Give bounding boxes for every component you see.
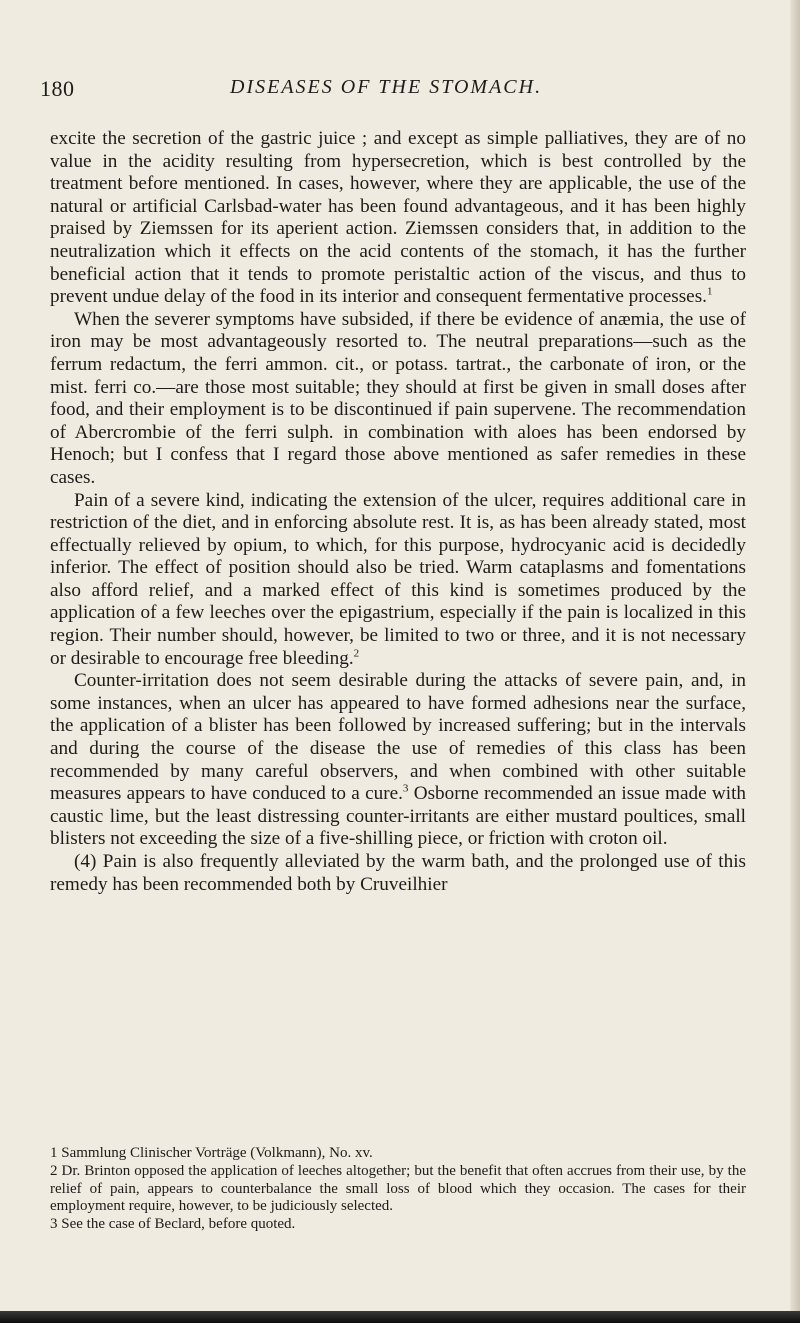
running-header: [40, 76, 752, 104]
footnote-ref-2: 2: [353, 647, 360, 660]
scan-bottom-edge: [0, 1311, 800, 1323]
running-title: DISEASES OF THE STOMACH.: [230, 76, 543, 98]
page-edge-shadow: [790, 0, 800, 1323]
paragraph-counter-irritation: Counter-irritation does not seem desirable during the attacks of severe pain, and, in some instances, when an ulcer has appeared to have formed adhesions near the surface, the application of a blister has been followed by increased suffering; but in the intervals and during the course of the disease the use of remedies of this class has been recommended by many careful observers, and when combined with other suitable measures appears to have conduced to a cure.$^3$ Osborne recommended an issue made with caustic lime, but the least distressing counter-irritants are either mustard poultices, small blisters not exceeding the size of a five-shilling piece, or friction with croton oil.: [50, 670, 746, 850]
footnote-1: 1 Sammlung Clinischer Vorträge (Volkmann), No. xv.: [50, 1145, 373, 1161]
footnotes: [50, 1145, 746, 1234]
footnote-ref-1: 1: [706, 285, 713, 298]
footnote-ref-3: 3: [402, 782, 409, 795]
body-text: [50, 128, 746, 896]
paragraph-warm-bath: (4) Pain is also frequently alleviated by the warm bath, and the prolonged use of this remedy has been recommended both by Cruveilhier: [50, 851, 746, 895]
paragraph-iron: When the severer symptoms have subsided, if there be evidence of anæmia, the use of iron may be most advantageously resorted to. The neutral preparations—such as the ferrum redactum, the ferri ammon. cit., or potass. tartrat., the carbonate of iron, or the mist. ferri co.—are those most suitable; they should at first be given in small doses after food, and their employment is to be discontinued if pain supervene. The recommendation of Abercrombie of the ferri sulph. in combination with aloes has been endorsed by Henoch; but I confess that I regard those above mentioned as safer remedies in these cases.: [50, 308, 746, 488]
paragraph-carlsbad: excite the secretion of the gastric juice ; and except as simple palliatives, they are of no value in the acidity resulting from hypersecretion, which is best controlled by the treatment before mentioned. In cases, however, where they are applicable, the use of the natural or artificial Carlsbad-water has been found advantageous, and it has been highly praised by Ziemssen for its aperient action. Ziemssen considers that, in addition to the neutralization which it effects on the acid contents of the stomach, it has the further beneficial action that it tends to promote peristaltic action of the viscus, and thus to prevent undue delay of the food in its interior and consequent fermentative processes.$^1$: [50, 128, 746, 308]
paragraph-pain: Pain of a severe kind, indicating the extension of the ulcer, requires additional care in restriction of the diet, and in enforcing absolute rest. It is, as has been already stated, most effectually relieved by opium, to which, for this purpose, hydrocyanic acid is decidedly inferior. The effect of position should also be tried. Warm cataplasms and fomentations also afford relief, and a marked effect of this kind is sometimes produced by the application of a few leeches over the epigastrium, especially if the pain is localized in this region. Their number should, however, be limited to two or three, and it is not necessary or desirable to encourage free bleeding.$^2$: [50, 489, 746, 669]
footnote-3: 3 See the case of Beclard, before quoted.: [50, 1216, 296, 1233]
page-number: 180: [40, 76, 75, 101]
footnote-2: 2 Dr. Brinton opposed the application of leeches altogether; but the benefit that often accrues from their use, by the relief of pain, appears to counterbalance the small loss of blood which they occasion. The cases for their employment require, however, to be judiciously selected.: [50, 1162, 746, 1215]
